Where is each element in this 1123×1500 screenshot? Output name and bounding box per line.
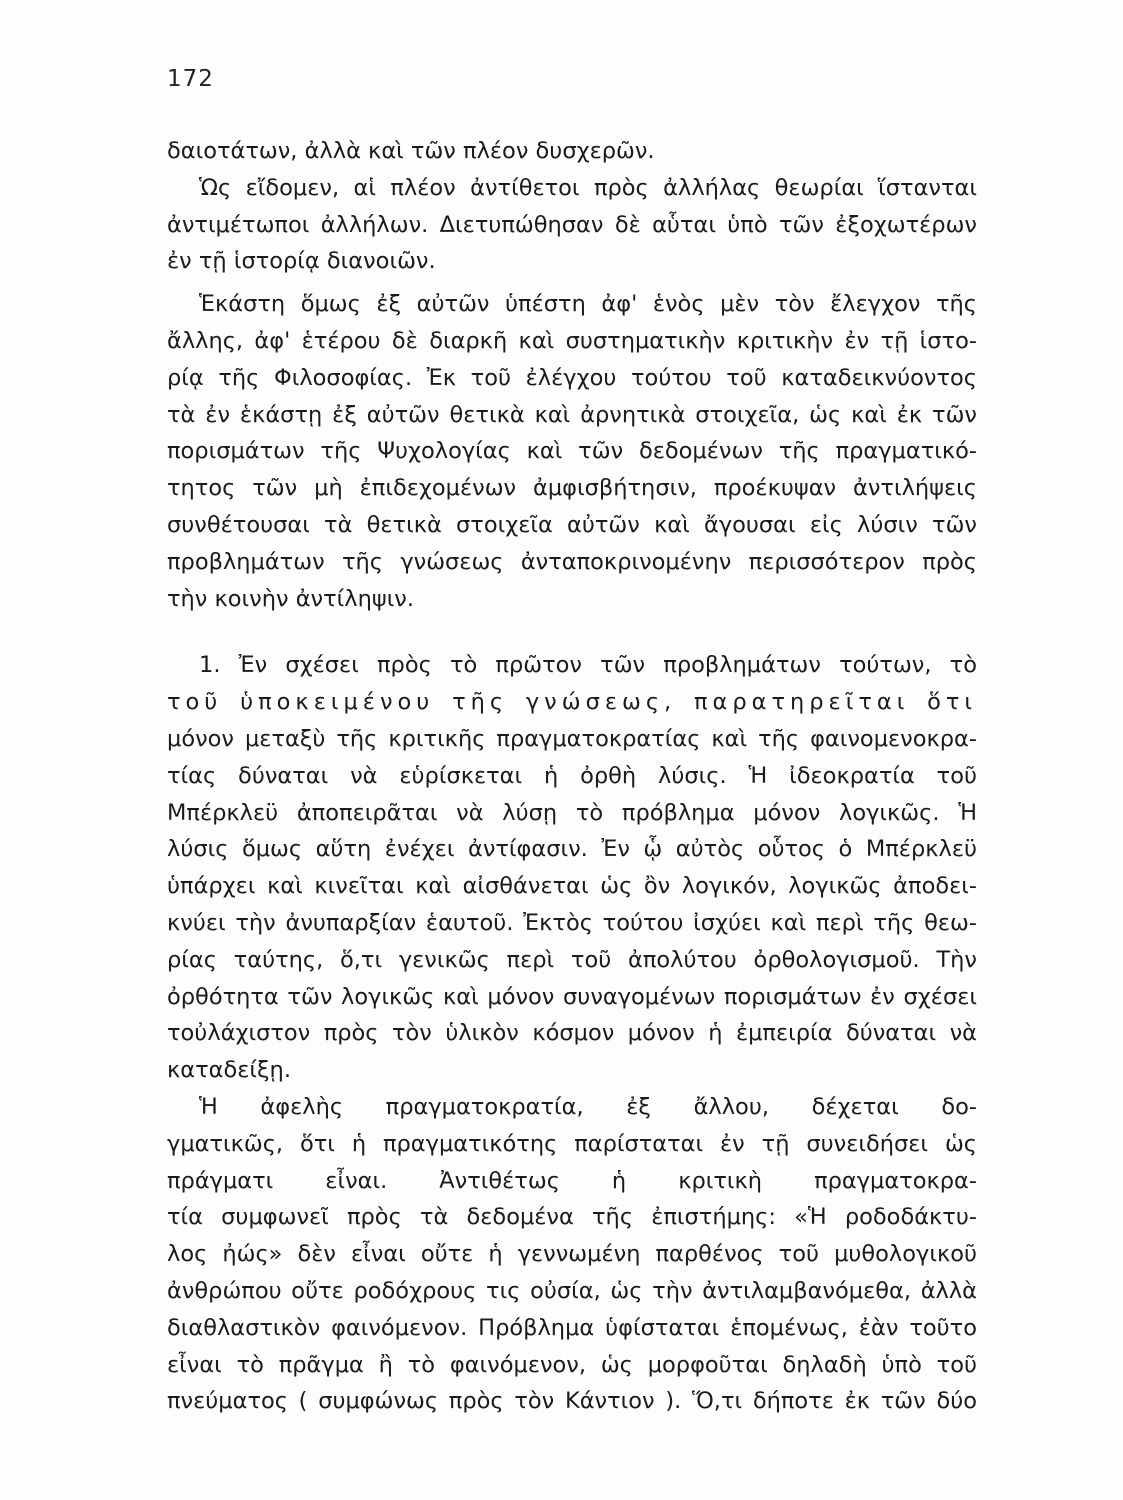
text-line: λύσις ὅμως αὕτη ἐνέχει ἀντίφασιν. Ἐν ᾧ αὐτὸς οὗτος ὁ Μπέρκλεϋ — [167, 836, 977, 863]
text-line: προβλημάτων τῆς γνώσεως ἀνταποκρινομένην περισσότερον πρὸς — [167, 548, 977, 575]
text-line: Ὡς εἴδομεν, αἱ πλέον ἀντίθετοι πρὸς ἀλλήλας θεωρίαι ἵστανται — [199, 174, 977, 201]
text-line: συνθέτουσαι τὰ θετικὰ στοιχεῖα αὐτῶν καὶ ἄγουσαι εἰς λύσιν τῶν — [167, 511, 977, 538]
text-line: διαθλαστικὸν φαινόμενον. Πρόβλημα ὑφίσταται ἑπομένως, ἐὰν τοῦτο — [167, 1314, 977, 1341]
text-line: ὀρθότητα τῶν λογικῶς καὶ μόνον συναγομένων πορισμάτων ἐν σχέσει — [167, 983, 977, 1010]
text-line: Ἡ ἀφελὴς πραγματοκρατία, ἐξ ἄλλου, δέχεται δο- — [199, 1093, 977, 1120]
text-line: 1. Ἐν σχέσει πρὸς τὸ πρῶτον τῶν προβλημάτων τούτων, τὸ — [199, 652, 977, 679]
text-line: ἀνθρώπου οὔτε ροδόχρους τις οὐσία, ὡς τὴν ἀντιλαμβανόμεθα, ἀλλὰ — [167, 1277, 977, 1304]
text-line: τία συμφωνεῖ πρὸς τὰ δεδομένα τῆς ἐπιστήμης: «Ἡ ροδοδάκτυ- — [167, 1204, 977, 1231]
page-number: 172 — [167, 66, 214, 92]
text-line: Ἑκάστη ὅμως ἐξ αὐτῶν ὑπέστη ἀφ' ἑνὸς μὲν τὸν ἔλεγχον τῆς — [199, 291, 977, 318]
text-line: ἐν τῇ ἱστορίᾳ διανοιῶν. — [167, 248, 436, 275]
text-line: τητος τῶν μὴ ἐπιδεχομένων ἀμφισβήτησιν, προέκυψαν ἀντιλήψεις — [167, 475, 977, 502]
text-line: πράγματι εἶναι. Ἀντιθέτως ἡ κριτικὴ πραγματοκρα- — [167, 1167, 977, 1194]
text-line: τίας δύναται νὰ εὑρίσκεται ἡ ὀρθὴ λύσις. Ἡ ἰδεοκρατία τοῦ — [167, 762, 977, 789]
text-line: γματικῶς, ὅτι ἡ πραγματικότης παρίσταται ἐν τῇ συνειδήσει ὡς — [167, 1130, 977, 1157]
text-line: ρίᾳ τῆς Φιλοσοφίας. Ἐκ τοῦ ἐλέγχου τούτου τοῦ καταδεικνύοντος — [167, 364, 977, 391]
text-line: ἀντιμέτωποι ἀλλήλων. Διετυπώθησαν δὲ αὗται ὑπὸ τῶν ἐξοχωτέρων — [167, 211, 977, 238]
text-line: πορισμάτων τῆς Ψυχολογίας καὶ τῶν δεδομένων τῆς πραγματικό- — [167, 438, 977, 465]
text-line: κνύει τὴν ἀνυπαρξίαν ἑαυτοῦ. Ἐκτὸς τούτου ἰσχύει καὶ περὶ τῆς θεω- — [167, 909, 977, 936]
text-line: τὴν κοινὴν ἀντίληψιν. — [167, 585, 415, 612]
text-line: Μπέρκλεϋ ἀποπειρᾶται νὰ λύσῃ τὸ πρόβλημα μόνον λογικῶς. Ἡ — [167, 799, 977, 826]
text-line: πνεύματος ( συμφώνως πρὸς τὸν Κάντιον ). Ὅ,τι δήποτε ἐκ τῶν δύο — [167, 1388, 977, 1415]
text-line: ὑπάρχει καὶ κινεῖται καὶ αἰσθάνεται ὡς ὂν λογικόν, λογικῶς ἀποδει- — [167, 873, 977, 900]
text-line: τοὐλάχιστον πρὸς τὸν ὑλικὸν κόσμον μόνον ἡ ἐμπειρία δύναται νὰ — [167, 1020, 977, 1047]
text-line: ἄλλης, ἀφ' ἑτέρου δὲ διαρκῆ καὶ συστηματικὴν κριτικὴν ἐν τῇ ἱστο- — [167, 327, 977, 354]
text-line: εἶναι τὸ πρᾶγμα ἢ τὸ φαινόμενον, ὡς μορφοῦται δηλαδὴ ὑπὸ τοῦ — [167, 1351, 977, 1378]
text-line: τοῦ ὑποκειμένου τῆς γνώσεως, παρατηρεῖται ὅτι — [167, 689, 977, 716]
text-line: λος ἠώς» δὲν εἶναι οὔτε ἡ γεννωμένη παρθένος τοῦ μυθολογικοῦ — [167, 1241, 977, 1268]
text-line: τὰ ἐν ἑκάστῃ ἐξ αὐτῶν θετικὰ καὶ ἀρνητικὰ στοιχεῖα, ὡς καὶ ἐκ τῶν — [167, 401, 977, 428]
text-line: ρίας ταύτης, ὅ,τι γενικῶς περὶ τοῦ ἀπολύτου ὀρθολογισμοῦ. Τὴν — [167, 946, 977, 973]
text-line: δαιοτάτων, ἀλλὰ καὶ τῶν πλέον δυσχερῶν. — [167, 138, 655, 164]
text-line: καταδείξῃ. — [167, 1057, 291, 1084]
body-text — [167, 133, 977, 1420]
text-line: μόνον μεταξὺ τῆς κριτικῆς πραγματοκρατίας καὶ τῆς φαινομενοκρα- — [167, 725, 977, 752]
